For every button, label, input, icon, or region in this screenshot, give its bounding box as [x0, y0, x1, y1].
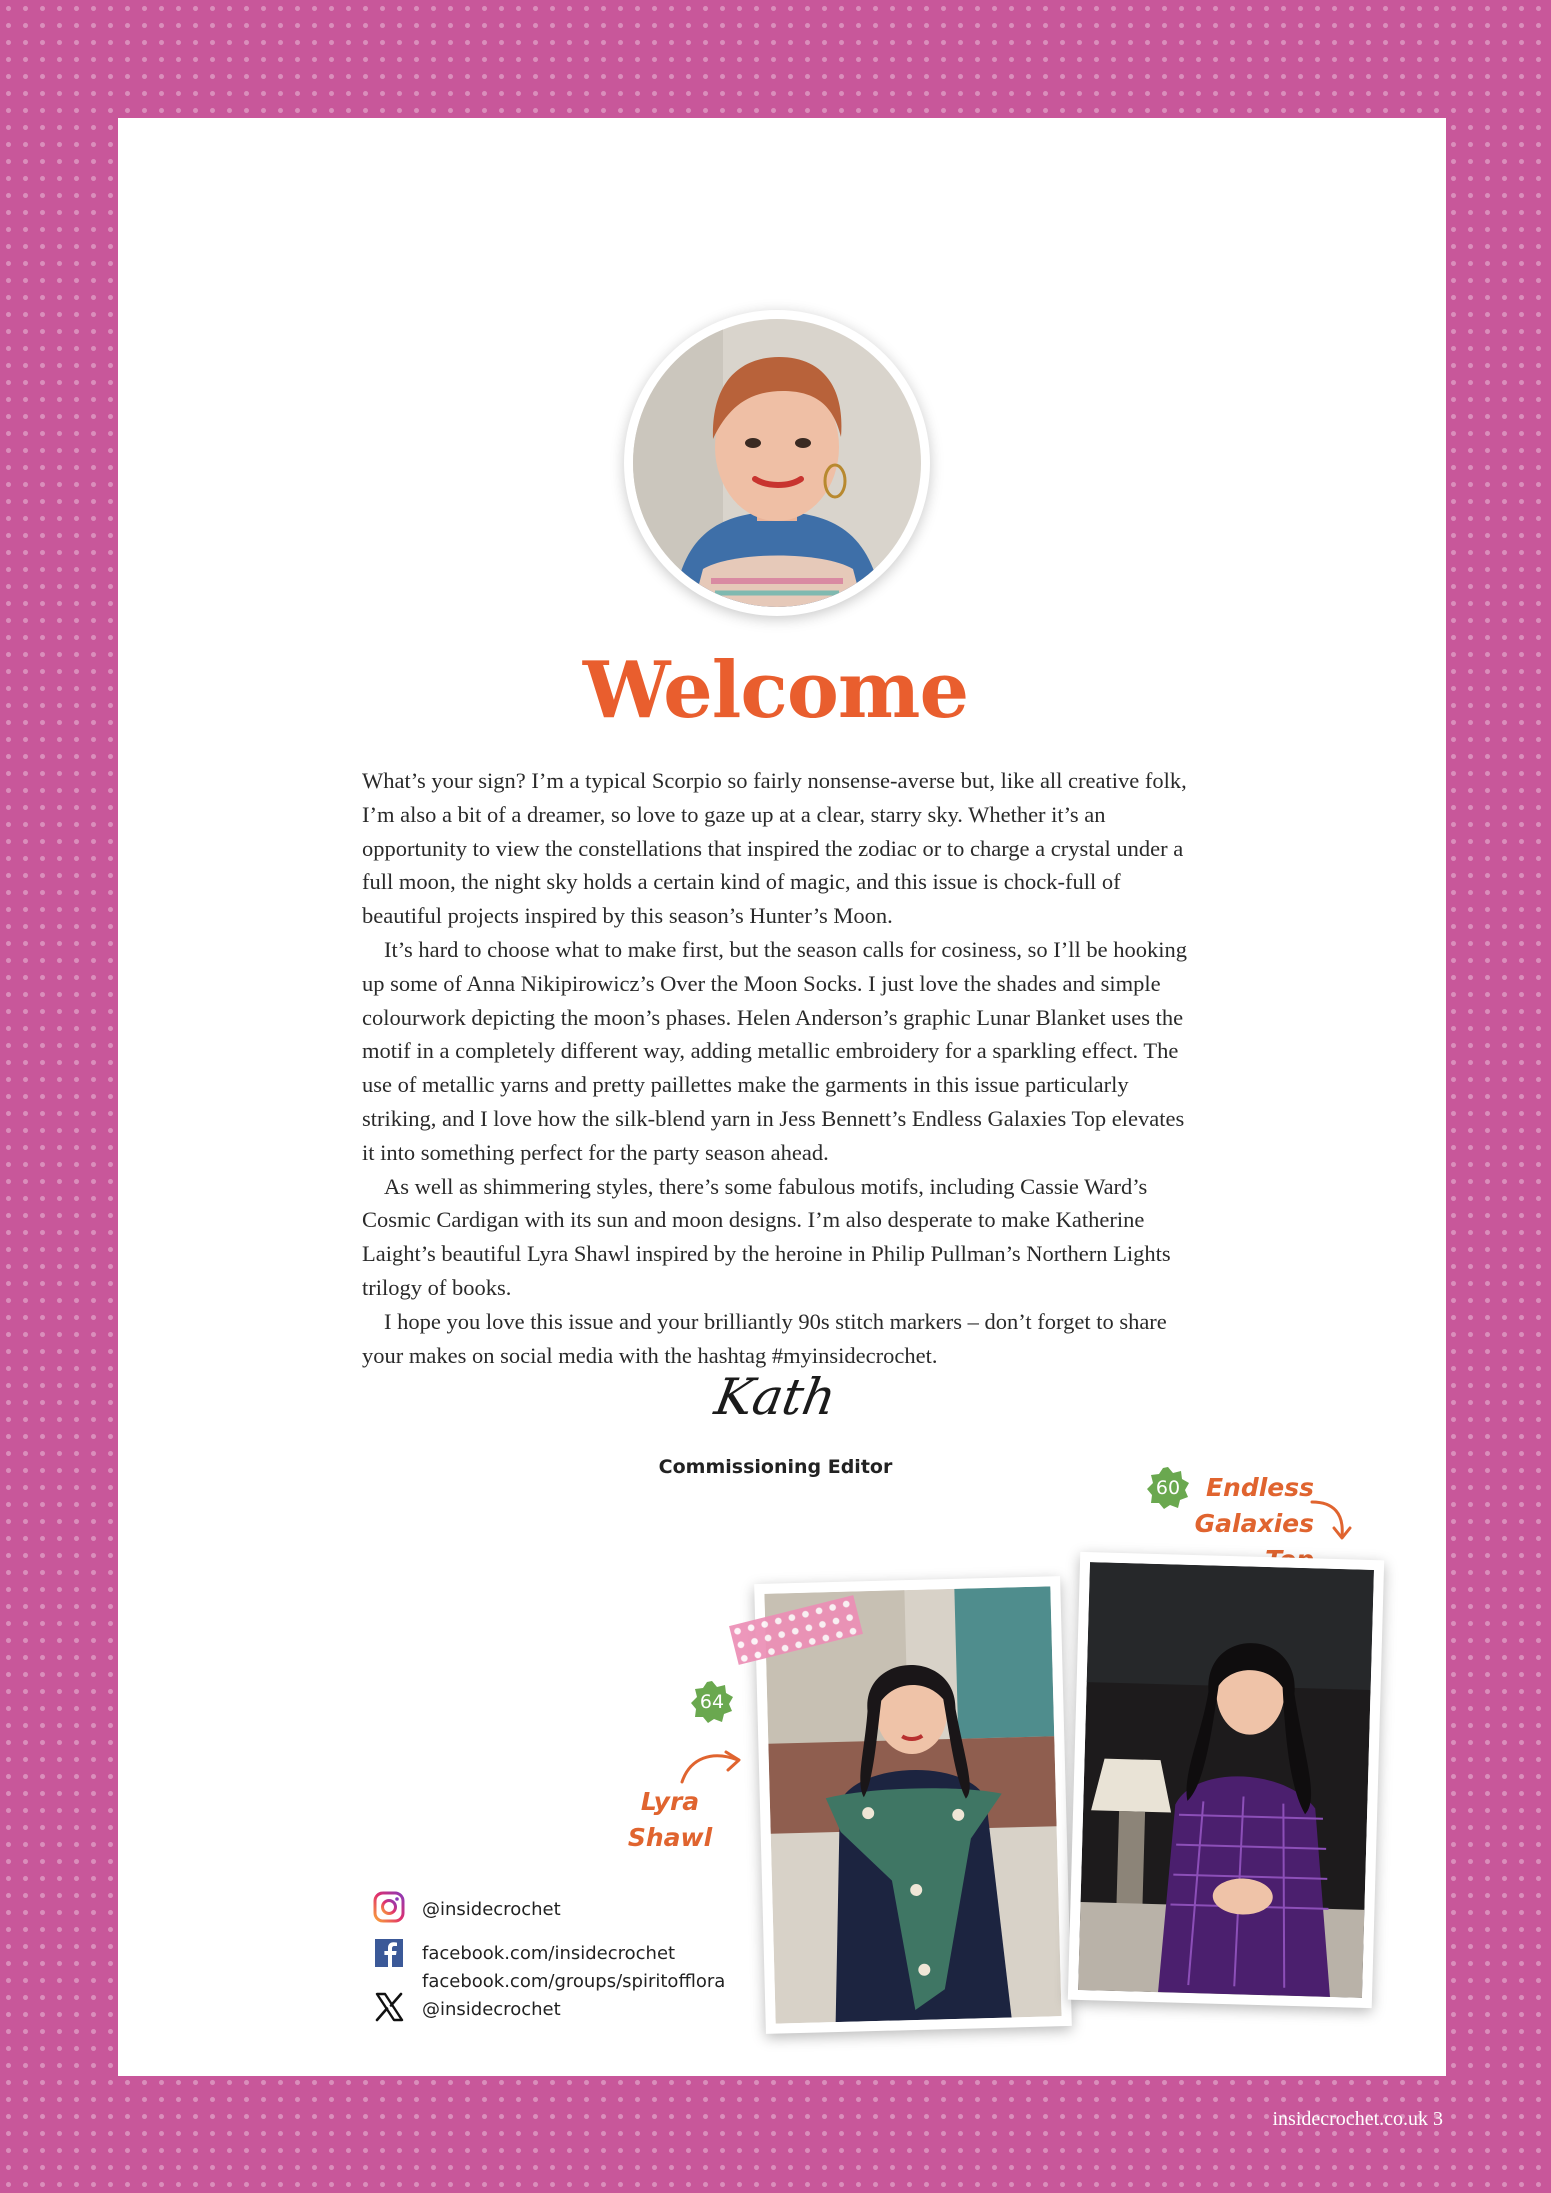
curved-arrow-icon — [676, 1744, 746, 1788]
editor-role: Commissioning Editor — [658, 1456, 893, 1478]
callout-lyra-shawl: Lyra Shawl — [627, 1787, 713, 1852]
callout-line: Galaxies — [1194, 1509, 1314, 1538]
social-handle[interactable]: @insidecrochet — [422, 1999, 561, 2020]
social-link[interactable]: facebook.com/groups/spiritofflora — [422, 1971, 726, 1992]
editor-letter — [362, 764, 1200, 1372]
page-folio: insidecrochet.co.uk 3 — [1272, 2108, 1443, 2130]
page-title: Welcome — [582, 645, 969, 736]
x-icon — [372, 1990, 406, 2024]
photo-endless-galaxies-top — [1068, 1552, 1384, 2008]
letter-paragraph: It’s hard to choose what to make first, but the season calls for cosiness, so I’ll be hooking up some of Anna Nikipirowicz’s Over the Moon Socks. I just love the shades and simple colourwork depicting the moon’s phases. Helen Anderson’s graphic Lunar Blanket uses the motif in a completely different way, adding metallic embroidery for a sparkling effect. The use of metallic yarns and pretty paillettes make the garments in this issue particularly striking, and I love how the silk-blend yarn in Jess Bennett’s Endless Galaxies Top elevates it into something perfect for the party season ahead. — [362, 936, 1187, 1165]
social-facebook-links — [422, 1940, 725, 1996]
editor-signature: Kath — [710, 1368, 841, 1426]
page-number-badge-shawl — [690, 1680, 734, 1724]
portrait-image — [633, 319, 921, 607]
letter-paragraph: What’s your sign? I’m a typical Scorpio so fairly nonsense-averse but, like all creative folk, I’m also a bit of a dreamer, so love to gaze up at a clear, starry sky. Whether it’s an opportunity to view the constellations that inspired the zodiac or to charge a crystal under a full moon, the night sky holds a certain kind of magic, and this issue is chock-full of beautiful projects inspired by this season’s Hunter’s Moon. — [362, 768, 1187, 929]
social-handle[interactable]: @insidecrochet — [422, 1899, 561, 1920]
instagram-icon — [372, 1890, 406, 1924]
badge-number: 60 — [1155, 1477, 1181, 1499]
letter-paragraph: I hope you love this issue and your brilliantly 90s stitch markers – don’t forget to share your makes on social media with the hashtag #myinsidecrochet. — [362, 1308, 1167, 1368]
callout-line: Endless — [1205, 1473, 1314, 1502]
editor-portrait — [624, 310, 930, 616]
photo-image — [1078, 1562, 1374, 1998]
letter-paragraph: As well as shimmering styles, there’s some fabulous motifs, including Cassie Ward’s Cosmic Cardigan with its sun and moon designs. I’m also desperate to make Katherine Laight’s beautiful Lyra Shawl inspired by the heroine in Philip Pullman’s Northern Lights trilogy of books. — [362, 1173, 1171, 1300]
badge-number: 64 — [699, 1691, 725, 1713]
photo-image — [764, 1586, 1061, 2023]
social-link[interactable]: facebook.com/insidecrochet — [422, 1943, 676, 1964]
facebook-icon — [372, 1934, 406, 1968]
curved-arrow-icon — [1308, 1496, 1358, 1546]
